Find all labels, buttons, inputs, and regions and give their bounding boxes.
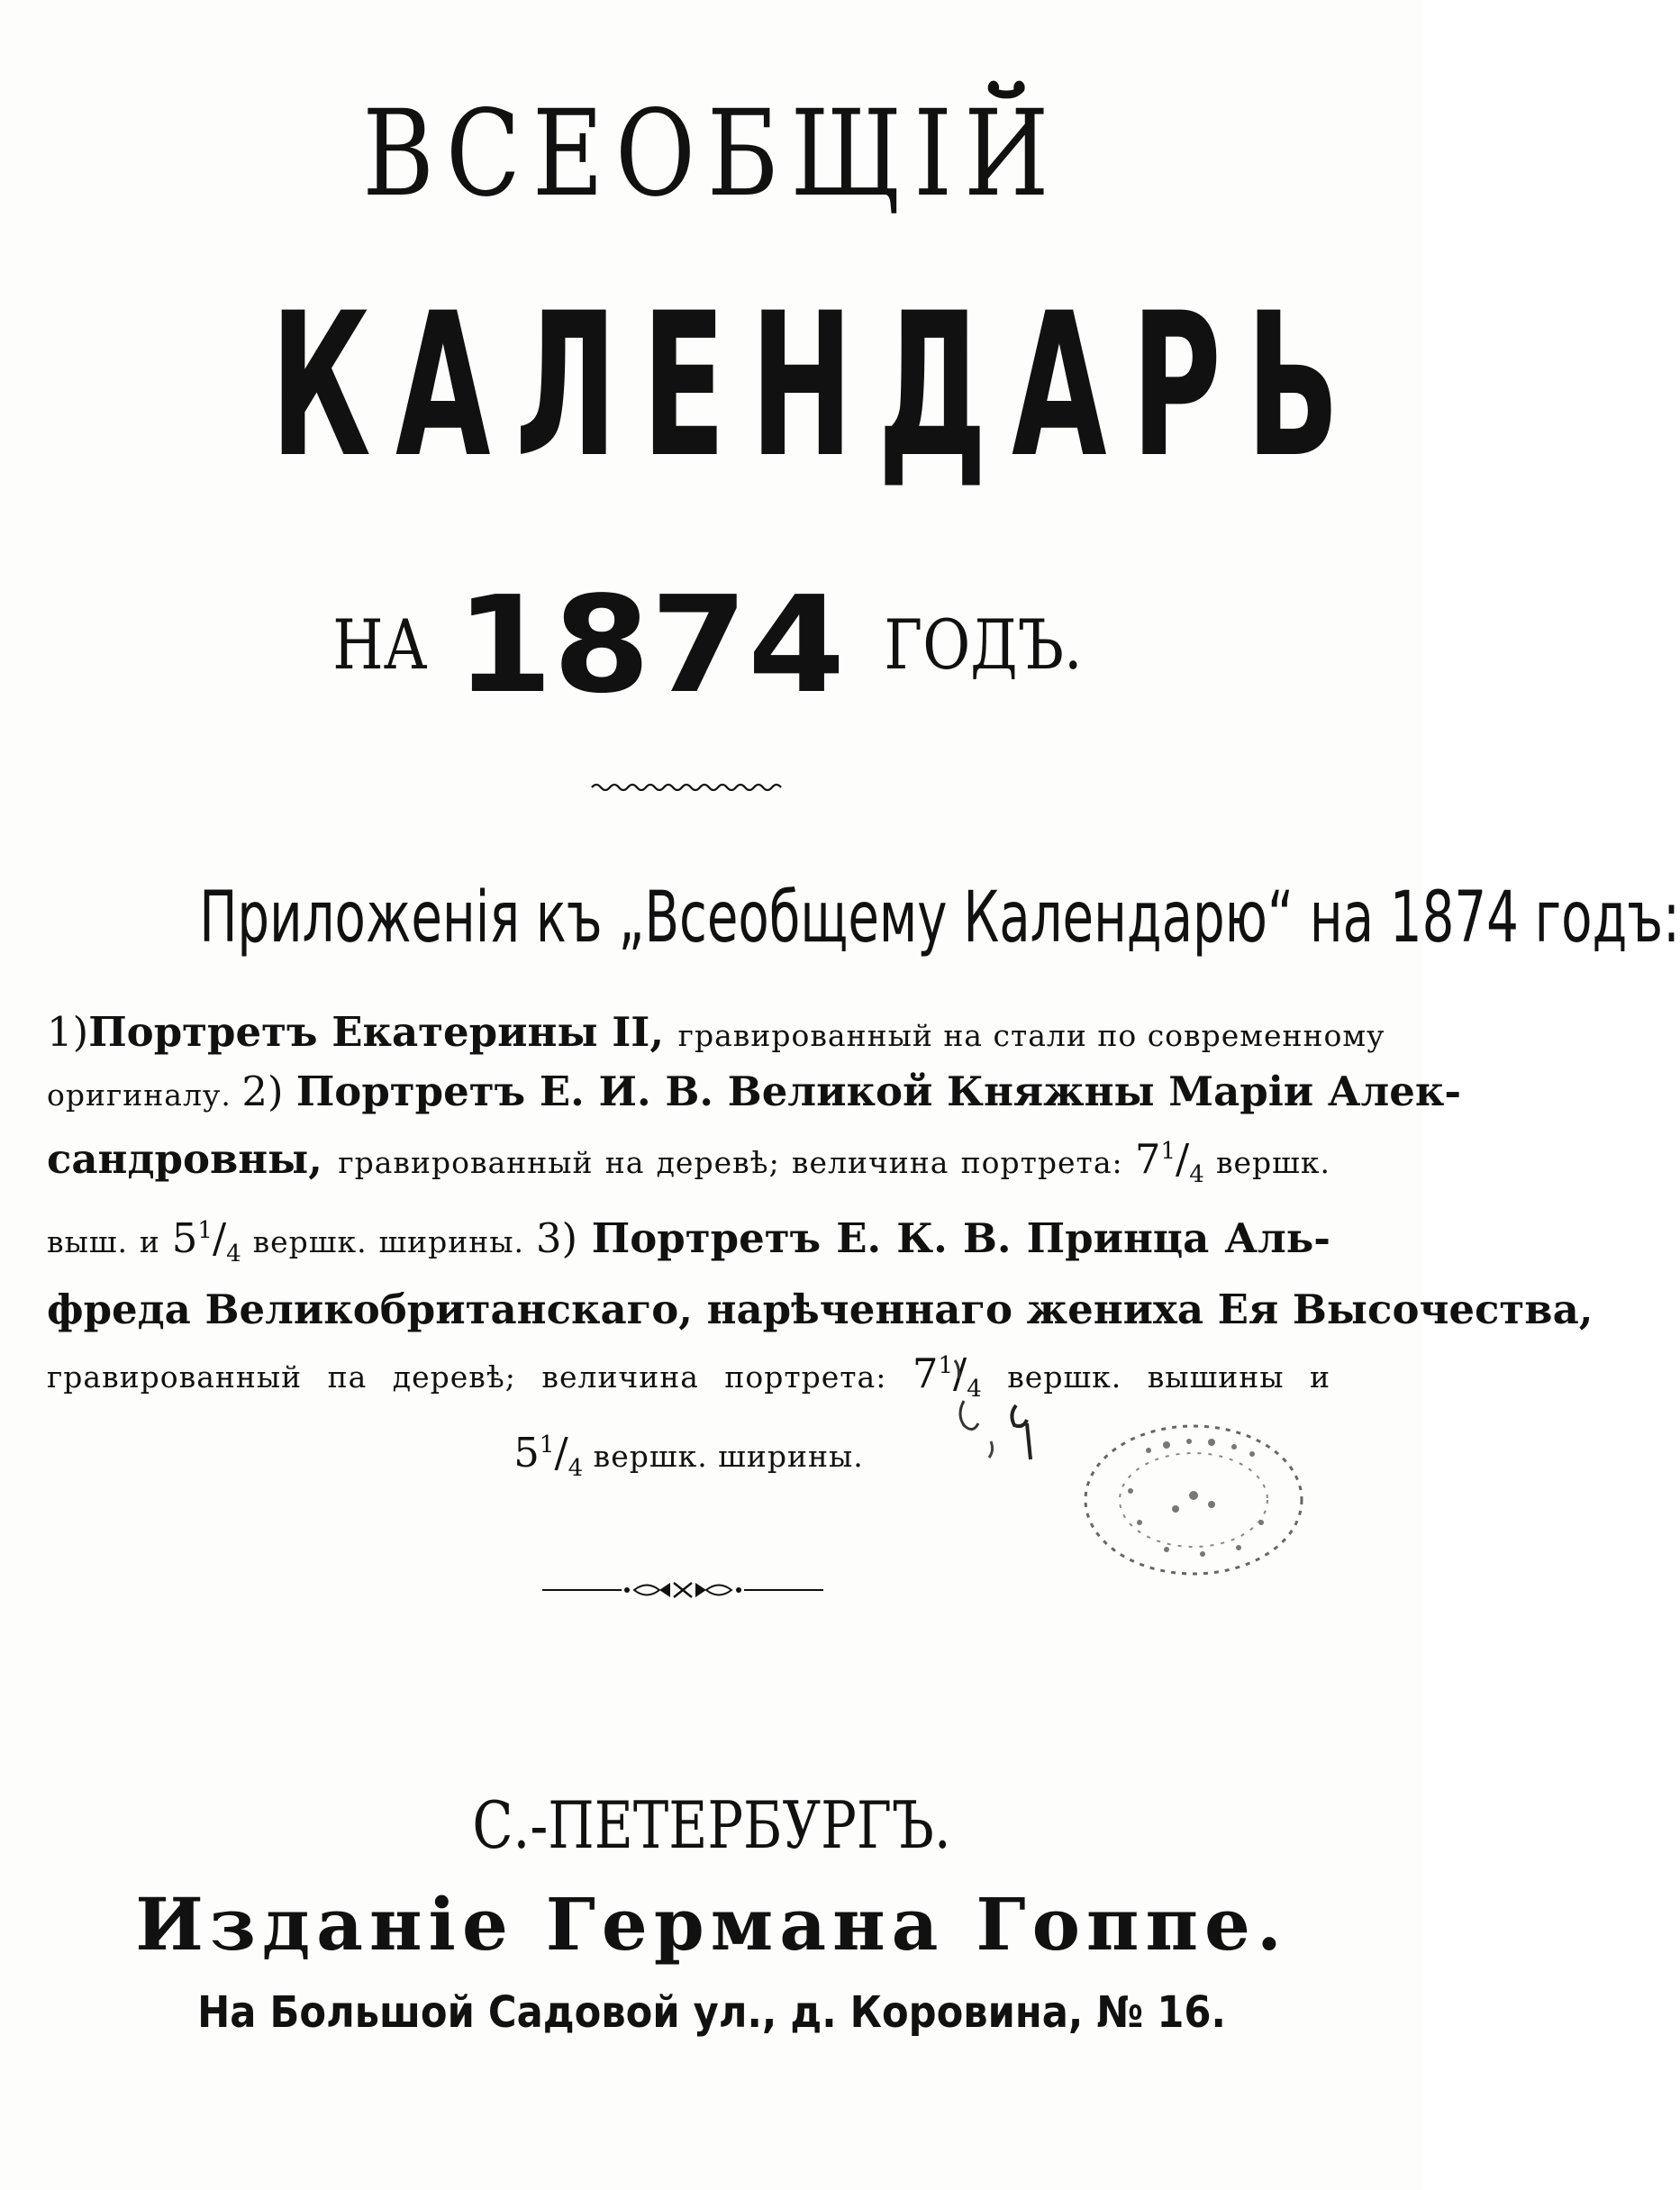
appendix-text: 1 [1160,1138,1176,1165]
appendix-text: сандровны, [47,1135,339,1183]
appendix-text: выш. и [47,1224,172,1259]
appendix-text: вершк. ширины. [241,1224,536,1259]
appendix-text: 2) [241,1068,296,1115]
year-prefix: НА [331,604,428,685]
appendix-text: 4 [568,1455,584,1482]
library-stamp [1067,1414,1320,1586]
appendix-line [47,1004,1385,1064]
appendix-text: 7 [1134,1135,1161,1183]
appendix-text: вершк. ширины. [583,1439,864,1474]
year-suffix: ГОДЪ. [883,604,1083,685]
appendix-text: вершк. вышины и [981,1359,1330,1395]
imprint-city: С.-ПЕТЕРБУРГЪ. [472,1787,951,1863]
appendix-text: / [212,1214,227,1262]
appendix-text: 1 [539,1431,555,1458]
year-line [0,568,1423,722]
appendix-text: вершк. [1203,1145,1330,1180]
title-main-word: КАЛЕНДАРЬ [270,270,1365,501]
appendix-text: 4 [1189,1161,1204,1188]
appendix-line [47,1338,1330,1417]
appendix-text: 1) [47,1008,89,1056]
appendix-line [47,1203,1330,1282]
appendix-text: 4 [967,1376,982,1403]
appendix-text: / [953,1349,967,1397]
appendix-text: Портретъ Е. К. В. Принца Аль- [591,1214,1330,1262]
year: 1874 [456,568,846,722]
wavy-rule-ornament [590,780,784,795]
appendix-text: Портретъ Екатерины II, [88,1008,678,1056]
appendix-text: / [554,1429,568,1477]
appendix-text: 4 [226,1240,241,1268]
ornament-rule [539,1578,827,1602]
appendix-heading: Приложенія къ „Всеобщему Календарю“ на 1874 годъ: [199,877,1680,959]
appendix-text: 3) [535,1214,592,1262]
appendix-text: 7 [912,1349,939,1397]
appendix-text: 5 [513,1429,540,1477]
appendix-line [47,1064,1462,1123]
appendix-line [47,1123,1330,1203]
title-top-word: ВСЕОБЩІЙ [362,85,1061,223]
appendix-text: 1 [197,1217,213,1244]
appendix-text: гравированный на стали по современному [677,1018,1385,1053]
imprint-publisher: Изданіе Германа Гоппе. [135,1882,1288,1967]
appendix-text: фреда Великобританскаго, нарѣченнаго жениха Ея Высочества, [47,1286,1594,1333]
appendix-text: / [1176,1135,1190,1183]
appendix-text: гравированный на деревѣ; величина портрета: [338,1145,1135,1180]
appendix-text: оригиналу. [47,1077,242,1113]
appendix-line [47,1282,1594,1338]
appendix-text: 1 [938,1352,954,1379]
appendix-text: Портретъ Е. И. В. Великой Княжны Маріи Алек- [295,1068,1462,1115]
ink-mark [937,1351,1063,1486]
imprint-address: На Большой Садовой ул., д. Коровина, № 16. [197,1987,1226,2038]
appendix-text: гравированный па деревѣ; величина портрета: [47,1359,913,1395]
appendix-text: 5 [171,1214,198,1262]
